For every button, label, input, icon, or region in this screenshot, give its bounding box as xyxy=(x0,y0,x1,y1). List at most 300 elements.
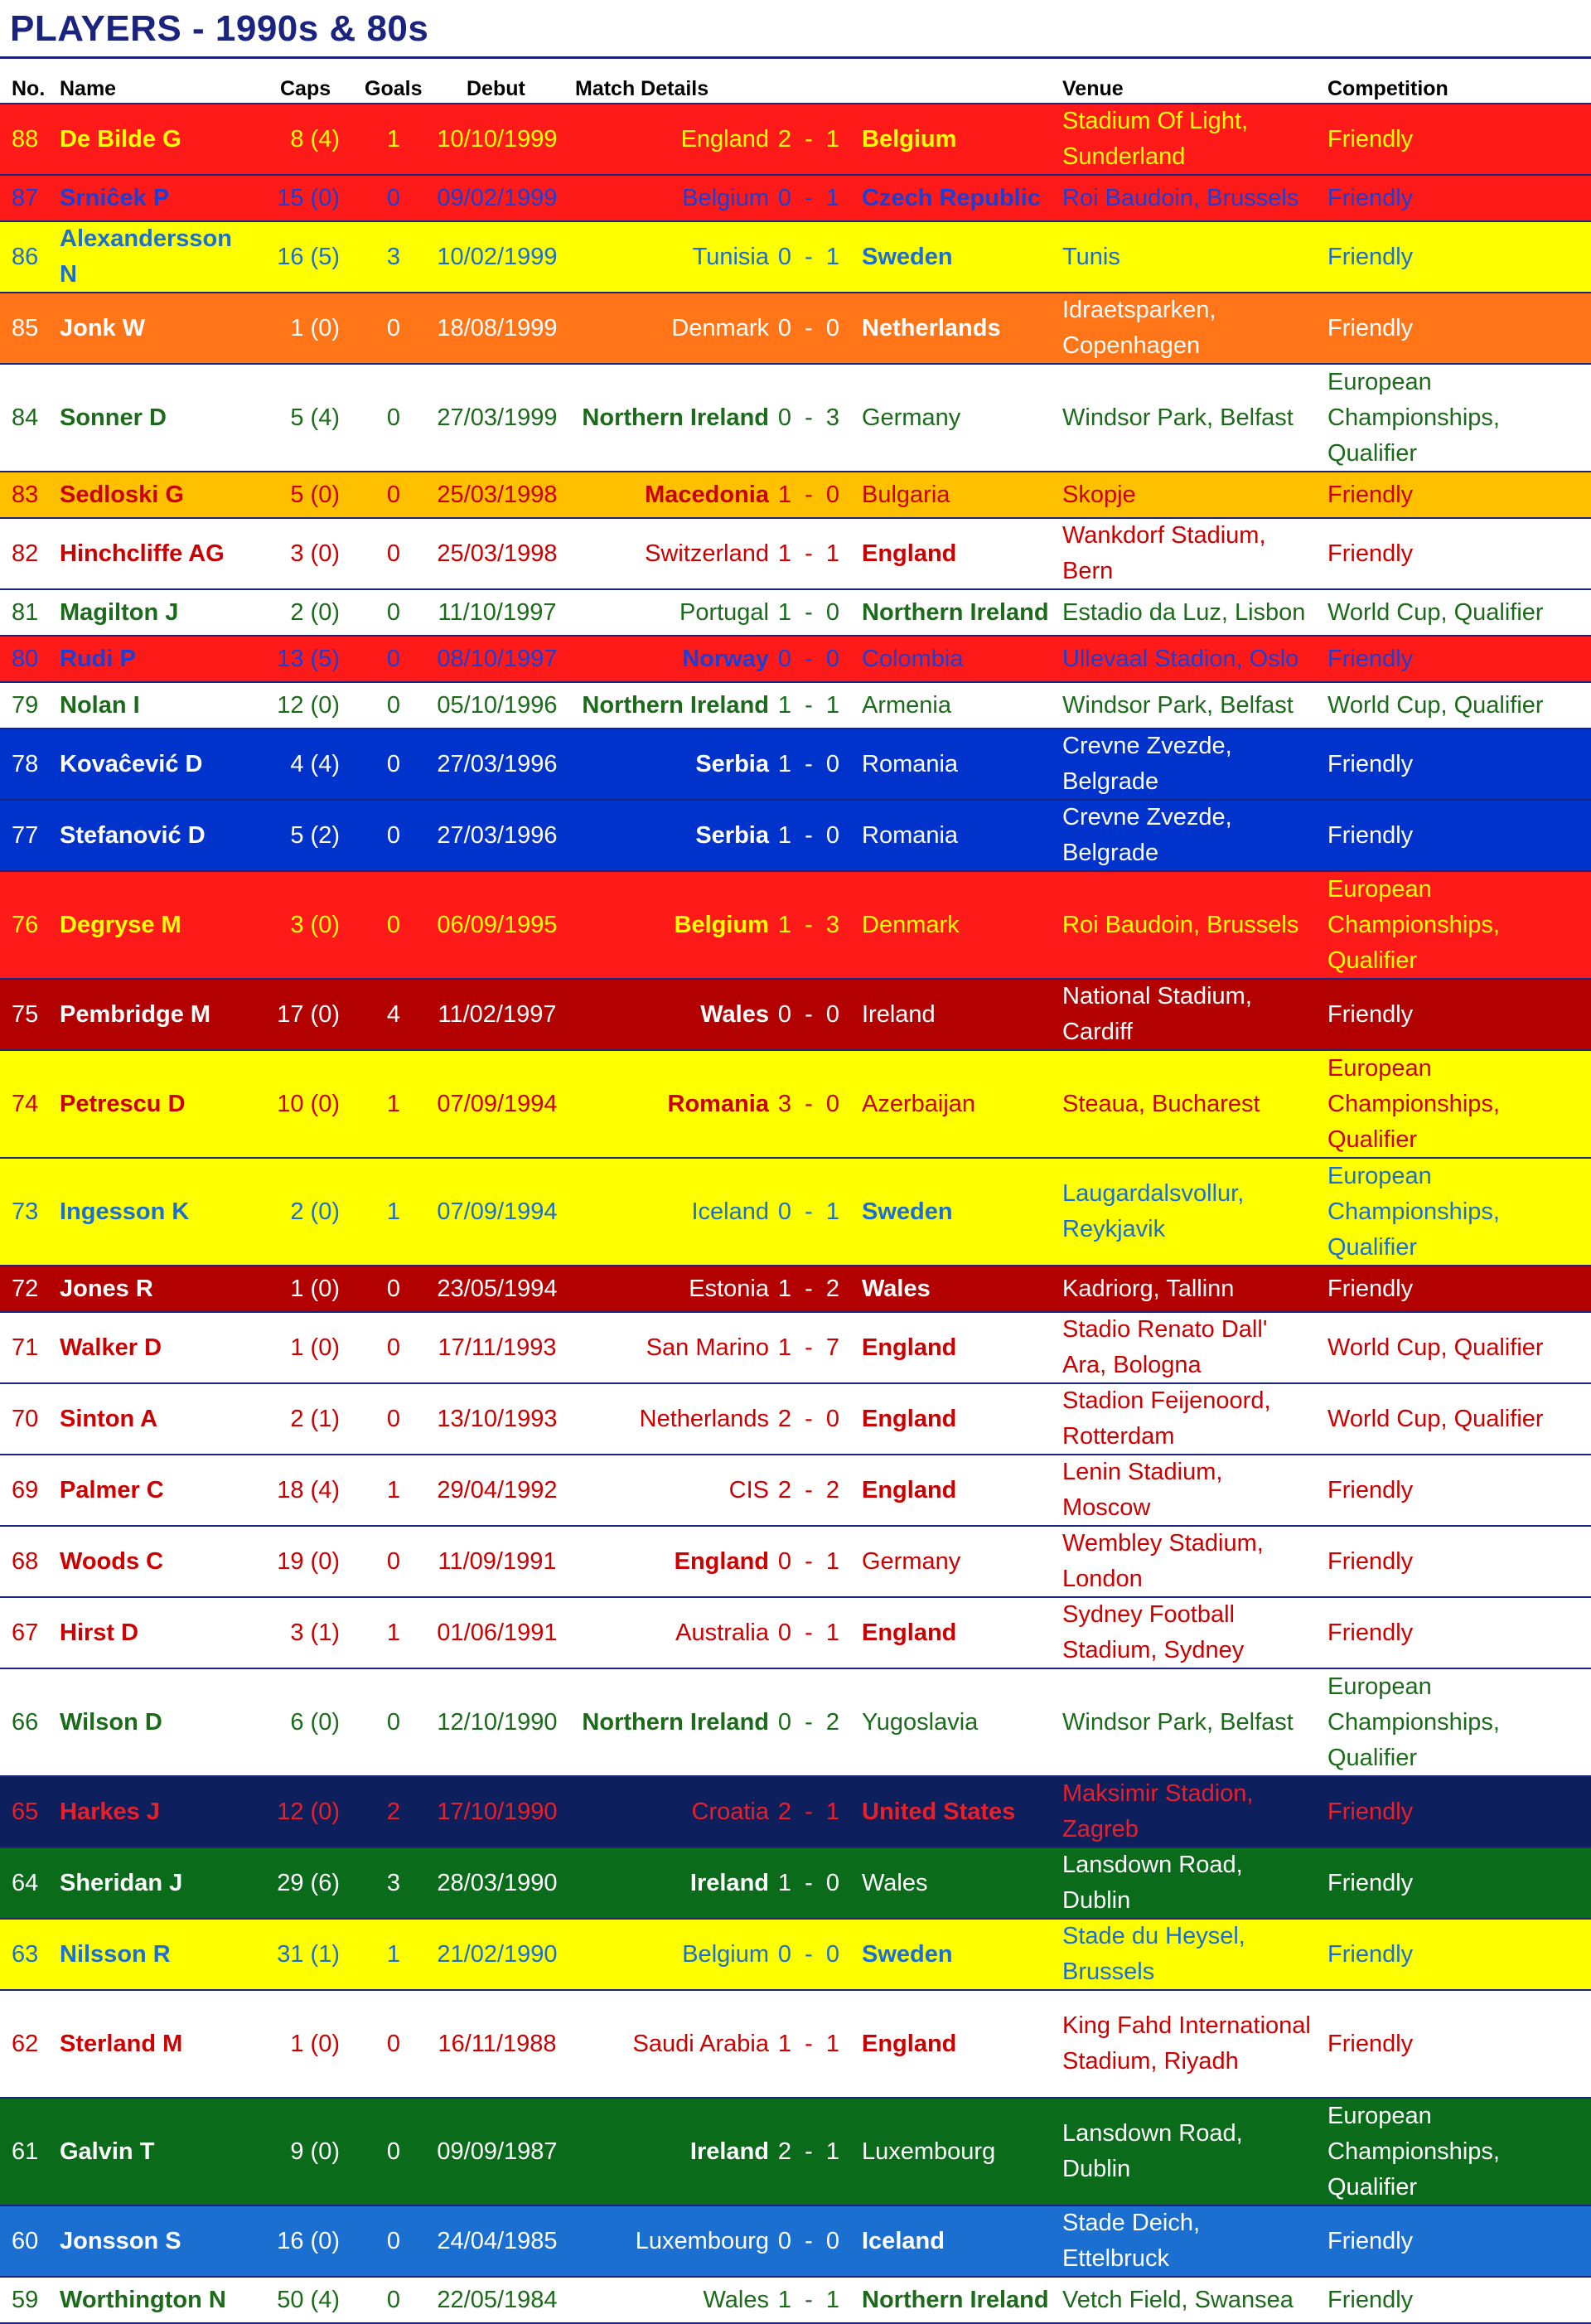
score-dash-cell xyxy=(797,1848,820,1918)
score-dash: - xyxy=(805,911,813,938)
away-team: Luxembourg xyxy=(862,2138,996,2165)
player-goals-cell xyxy=(356,1527,431,1596)
away-team-cell xyxy=(862,176,1052,220)
debut-date-cell xyxy=(423,637,572,681)
player-number: 68 xyxy=(12,1547,39,1575)
venue xyxy=(1062,2205,1200,2277)
header-competition: Competition xyxy=(1327,77,1448,100)
player-goals: 0 xyxy=(386,2138,401,2165)
home-score: 2 xyxy=(777,1476,792,1503)
player-number: 86 xyxy=(12,243,39,270)
venue-cell xyxy=(1062,590,1319,635)
away-score: 1 xyxy=(825,540,840,567)
away-score: 1 xyxy=(825,2138,840,2165)
competition-line: Friendly xyxy=(1327,821,1414,849)
header-no: No. xyxy=(12,77,46,100)
home-team: Estonia xyxy=(689,1275,769,1302)
away-score-cell xyxy=(820,801,845,870)
player-caps: 1 (0) xyxy=(290,2030,340,2057)
away-team: Denmark xyxy=(862,911,960,938)
venue-cell xyxy=(1062,472,1319,517)
player-name: Woods C xyxy=(60,1547,164,1575)
table-row xyxy=(0,1920,1591,1991)
venue-line: Roi Baudoin, Brussels xyxy=(1062,911,1299,938)
venue-line: Belgrade xyxy=(1062,840,1159,866)
home-team-cell xyxy=(572,1527,769,1596)
home-score: 0 xyxy=(777,645,792,672)
debut-date: 27/03/1996 xyxy=(437,821,558,849)
venue xyxy=(1062,1312,1267,1383)
player-caps-cell xyxy=(249,1920,340,1989)
player-number-cell xyxy=(12,1266,53,1311)
home-score-cell xyxy=(772,1991,797,2097)
score-dash: - xyxy=(805,2227,813,2254)
table-row xyxy=(0,2278,1591,2324)
competition-cell xyxy=(1327,2278,1589,2322)
venue xyxy=(1062,1919,1245,1990)
player-name-cell xyxy=(60,104,242,174)
home-score-cell xyxy=(772,2278,797,2322)
home-score: 2 xyxy=(777,2138,792,2165)
score-dash: - xyxy=(805,1619,813,1646)
venue xyxy=(1062,518,1266,589)
away-score: 1 xyxy=(825,1619,840,1646)
away-score-cell xyxy=(820,872,845,978)
score-dash: - xyxy=(805,125,813,153)
debut-date: 24/04/1985 xyxy=(437,2227,558,2254)
player-caps: 5 (0) xyxy=(290,481,340,508)
competition-cell xyxy=(1327,365,1589,471)
home-score-cell xyxy=(772,1777,797,1847)
home-score-cell xyxy=(772,1669,797,1775)
away-score-cell xyxy=(820,683,845,728)
venue-cell xyxy=(1062,293,1319,363)
player-caps-cell xyxy=(249,1384,340,1454)
player-number: 72 xyxy=(12,1275,39,1302)
home-score: 0 xyxy=(777,184,792,211)
player-name: Nolan I xyxy=(60,691,140,719)
home-team-cell xyxy=(572,293,769,363)
player-goals-cell xyxy=(356,1598,431,1668)
score-dash-cell xyxy=(797,637,820,681)
away-team: Wales xyxy=(862,1869,928,1896)
venue-cell xyxy=(1062,1159,1319,1265)
player-caps-cell xyxy=(249,1313,340,1382)
player-caps: 15 (0) xyxy=(277,184,340,211)
venue-cell xyxy=(1062,365,1319,471)
player-name-cell xyxy=(60,1051,242,1157)
competition xyxy=(1327,1402,1544,1437)
player-goals-cell xyxy=(356,637,431,681)
competition-line: Friendly xyxy=(1327,540,1414,567)
player-name: Ingesson K xyxy=(60,1198,190,1225)
competition xyxy=(1327,1473,1413,1508)
home-team: CIS xyxy=(728,1476,769,1503)
player-caps: 12 (0) xyxy=(277,1798,340,1825)
score-dash: - xyxy=(805,540,813,567)
score-dash: - xyxy=(805,1940,813,1968)
home-team-cell xyxy=(572,365,769,471)
competition-line: Friendly xyxy=(1327,1275,1414,1302)
home-score-cell xyxy=(772,1598,797,1668)
debut-date-cell xyxy=(423,1266,572,1311)
debut-date-cell xyxy=(423,293,572,363)
score-dash: - xyxy=(805,1476,813,1503)
player-number: 77 xyxy=(12,821,39,849)
home-score-cell xyxy=(772,1051,797,1157)
venue-line: Windsor Park, Belfast xyxy=(1062,691,1294,719)
venue-cell xyxy=(1062,872,1319,978)
debut-date: 23/05/1994 xyxy=(437,1275,558,1302)
player-name: Palmer C xyxy=(60,1476,164,1503)
competition-line: European xyxy=(1327,1162,1432,1189)
away-score: 7 xyxy=(825,1334,840,1361)
player-name-cell xyxy=(60,1991,242,2097)
venue xyxy=(1062,1597,1244,1668)
home-score: 0 xyxy=(777,1547,792,1575)
venue-cell xyxy=(1062,1051,1319,1157)
competition-line: Championships, xyxy=(1327,2138,1500,2165)
competition-line: World Cup, Qualifier xyxy=(1327,1405,1544,1432)
table-row xyxy=(0,519,1591,590)
away-team-cell xyxy=(862,519,1052,588)
table-row xyxy=(0,2206,1591,2278)
player-goals: 0 xyxy=(386,2227,401,2254)
home-score-cell xyxy=(772,176,797,220)
home-score-cell xyxy=(772,104,797,174)
score-dash-cell xyxy=(797,801,820,870)
away-score-cell xyxy=(820,729,845,799)
player-caps-cell xyxy=(249,637,340,681)
score-dash-cell xyxy=(797,729,820,799)
player-name: Worthington N xyxy=(60,2286,226,2313)
table-row xyxy=(0,1598,1591,1669)
competition xyxy=(1327,122,1413,157)
score-dash-cell xyxy=(797,683,820,728)
venue-line: Stade du Heysel, xyxy=(1062,1923,1245,1949)
competition xyxy=(1327,997,1413,1033)
away-score: 2 xyxy=(825,1476,840,1503)
debut-date-cell xyxy=(423,2278,572,2322)
score-dash-cell xyxy=(797,1920,820,1989)
home-team: San Marino xyxy=(646,1334,769,1361)
score-dash: - xyxy=(805,1708,813,1736)
player-caps-cell xyxy=(249,104,340,174)
competition-cell xyxy=(1327,590,1589,635)
player-caps-cell xyxy=(249,519,340,588)
competition-cell xyxy=(1327,637,1589,681)
score-dash-cell xyxy=(797,222,820,292)
table-row xyxy=(0,1777,1591,1848)
player-goals: 0 xyxy=(386,1708,401,1736)
home-team: Wales xyxy=(700,1000,769,1028)
competition-cell xyxy=(1327,104,1589,174)
player-number-cell xyxy=(12,1313,53,1382)
home-score-cell xyxy=(772,519,797,588)
player-goals: 0 xyxy=(386,750,401,777)
player-number-cell xyxy=(12,1777,53,1847)
title-divider xyxy=(0,56,1591,59)
player-caps-cell xyxy=(249,1598,340,1668)
venue xyxy=(1062,979,1252,1050)
venue xyxy=(1062,2008,1311,2079)
away-team-cell xyxy=(862,365,1052,471)
player-goals: 0 xyxy=(386,1334,401,1361)
player-caps-cell xyxy=(249,2278,340,2322)
player-name-cell xyxy=(60,1455,242,1525)
away-score-cell xyxy=(820,1384,845,1454)
away-score: 1 xyxy=(825,184,840,211)
player-caps: 13 (5) xyxy=(277,645,340,672)
debut-date-cell xyxy=(423,472,572,517)
home-score: 0 xyxy=(777,1940,792,1968)
away-team-cell xyxy=(862,683,1052,728)
player-caps: 29 (6) xyxy=(277,1869,340,1896)
venue-cell xyxy=(1062,1384,1319,1454)
player-goals: 0 xyxy=(386,691,401,719)
competition xyxy=(1327,311,1413,346)
score-dash-cell xyxy=(797,2278,820,2322)
home-team-cell xyxy=(572,1777,769,1847)
score-dash: - xyxy=(805,314,813,341)
home-team-cell xyxy=(572,1266,769,1311)
competition xyxy=(1327,1544,1413,1580)
competition xyxy=(1327,2099,1500,2205)
competition-line: Friendly xyxy=(1327,481,1414,508)
home-score-cell xyxy=(772,1313,797,1382)
venue xyxy=(1062,595,1305,631)
away-team: Germany xyxy=(862,404,961,431)
competition-cell xyxy=(1327,1777,1589,1847)
competition xyxy=(1327,181,1413,216)
competition xyxy=(1327,2026,1413,2062)
home-score: 0 xyxy=(777,1619,792,1646)
venue xyxy=(1062,1455,1222,1526)
score-dash-cell xyxy=(797,590,820,635)
table-row xyxy=(0,176,1591,222)
home-team: Luxembourg xyxy=(635,2227,769,2254)
venue-line: Ullevaal Stadion, Oslo xyxy=(1062,645,1299,672)
score-dash-cell xyxy=(797,1777,820,1847)
away-score-cell xyxy=(820,1991,845,2097)
away-score-cell xyxy=(820,1848,845,1918)
away-team-cell xyxy=(862,729,1052,799)
player-goals: 0 xyxy=(386,2286,401,2313)
competition-line: European xyxy=(1327,1054,1432,1082)
table-row xyxy=(0,1313,1591,1384)
home-team-cell xyxy=(572,1051,769,1157)
venue-line: Windsor Park, Belfast xyxy=(1062,404,1294,431)
home-score-cell xyxy=(772,1848,797,1918)
competition-line: Championships, xyxy=(1327,1708,1500,1736)
away-score: 1 xyxy=(825,125,840,153)
away-team: Ireland xyxy=(862,1000,936,1028)
player-caps-cell xyxy=(249,1527,340,1596)
score-dash-cell xyxy=(797,1669,820,1775)
player-caps: 3 (0) xyxy=(290,540,340,567)
score-dash: - xyxy=(805,1275,813,1302)
player-number-cell xyxy=(12,1455,53,1525)
player-number-cell xyxy=(12,637,53,681)
score-dash-cell xyxy=(797,472,820,517)
player-number-cell xyxy=(12,2099,53,2205)
away-score: 0 xyxy=(825,750,840,777)
player-goals: 0 xyxy=(386,911,401,938)
player-goals: 0 xyxy=(386,598,401,626)
competition-line: World Cup, Qualifier xyxy=(1327,1334,1544,1361)
venue-line: London xyxy=(1062,1566,1143,1592)
score-dash-cell xyxy=(797,1159,820,1265)
player-caps: 17 (0) xyxy=(277,1000,340,1028)
venue-line: Lansdown Road, xyxy=(1062,1852,1243,1878)
home-team-cell xyxy=(572,683,769,728)
away-score: 2 xyxy=(825,1275,840,1302)
venue-cell xyxy=(1062,2278,1319,2322)
player-number-cell xyxy=(12,801,53,870)
player-name-cell xyxy=(60,1527,242,1596)
debut-date: 29/04/1992 xyxy=(437,1476,558,1503)
away-team-cell xyxy=(862,1848,1052,1918)
debut-date-cell xyxy=(423,729,572,799)
player-name: Pembridge M xyxy=(60,1000,211,1028)
player-goals-cell xyxy=(356,365,431,471)
player-name: Harkes J xyxy=(60,1798,160,1825)
player-caps-cell xyxy=(249,222,340,292)
score-dash: - xyxy=(805,2286,813,2313)
home-team-cell xyxy=(572,472,769,517)
player-caps-cell xyxy=(249,2206,340,2276)
player-number-cell xyxy=(12,1991,53,2097)
debut-date: 07/09/1994 xyxy=(437,1090,558,1117)
player-number: 60 xyxy=(12,2227,39,2254)
player-number-cell xyxy=(12,1527,53,1596)
player-caps-cell xyxy=(249,683,340,728)
player-goals: 1 xyxy=(386,125,401,153)
debut-date-cell xyxy=(423,1527,572,1596)
score-dash: - xyxy=(805,2138,813,2165)
home-score: 1 xyxy=(777,1275,792,1302)
venue-line: Reykjavik xyxy=(1062,1216,1166,1242)
home-team-cell xyxy=(572,104,769,174)
debut-date-cell xyxy=(423,1384,572,1454)
player-number-cell xyxy=(12,590,53,635)
venue-line: Moscow xyxy=(1062,1494,1151,1521)
away-team: Sweden xyxy=(862,1198,953,1225)
competition-cell xyxy=(1327,1920,1589,1989)
debut-date-cell xyxy=(423,222,572,292)
player-number: 63 xyxy=(12,1940,39,1968)
player-name: Sterland M xyxy=(60,2030,183,2057)
player-name: Jonk W xyxy=(60,314,146,341)
competition xyxy=(1327,747,1413,782)
competition-cell xyxy=(1327,1669,1589,1775)
home-score-cell xyxy=(772,1527,797,1596)
player-name-cell xyxy=(60,2206,242,2276)
player-caps-cell xyxy=(249,1455,340,1525)
table-row xyxy=(0,683,1591,729)
player-number: 80 xyxy=(12,645,39,672)
debut-date-cell xyxy=(423,1669,572,1775)
table-row xyxy=(0,1051,1591,1159)
player-name: Jonsson S xyxy=(60,2227,181,2254)
score-dash: - xyxy=(805,1869,813,1896)
players-table xyxy=(0,103,1591,2324)
player-goals-cell xyxy=(356,1266,431,1311)
home-score-cell xyxy=(772,729,797,799)
home-score: 1 xyxy=(777,2286,792,2313)
player-name-cell xyxy=(60,1266,242,1311)
venue-line: Vetch Field, Swansea xyxy=(1062,2286,1294,2313)
player-caps-cell xyxy=(249,1669,340,1775)
player-number: 87 xyxy=(12,184,39,211)
table-row xyxy=(0,2099,1591,2206)
player-name: Sedloski G xyxy=(60,481,184,508)
table-row xyxy=(0,365,1591,472)
debut-date: 25/03/1998 xyxy=(437,481,558,508)
debut-date: 28/03/1990 xyxy=(437,1869,558,1896)
player-name-cell xyxy=(60,1920,242,1989)
home-score-cell xyxy=(772,1266,797,1311)
score-dash-cell xyxy=(797,2099,820,2205)
player-goals-cell xyxy=(356,222,431,292)
venue-line: Stade Deich, xyxy=(1062,2210,1201,2236)
away-team: Netherlands xyxy=(862,314,1001,341)
competition xyxy=(1327,1866,1413,1901)
away-team-cell xyxy=(862,293,1052,363)
home-team: Tunisia xyxy=(692,243,769,270)
home-team-cell xyxy=(572,2278,769,2322)
debut-date: 10/10/1999 xyxy=(437,125,558,153)
venue-line: Wankdorf Stadium, xyxy=(1062,522,1266,549)
debut-date: 27/03/1996 xyxy=(437,750,558,777)
table-row xyxy=(0,1455,1591,1527)
away-team: Germany xyxy=(862,1547,961,1575)
venue-cell xyxy=(1062,1266,1319,1311)
away-team: Sweden xyxy=(862,1940,953,1968)
competition xyxy=(1327,365,1500,472)
competition-cell xyxy=(1327,980,1589,1049)
competition-line: European xyxy=(1327,368,1432,395)
player-goals-cell xyxy=(356,104,431,174)
away-score-cell xyxy=(820,1669,845,1775)
venue-cell xyxy=(1062,2099,1319,2205)
competition-line: Friendly xyxy=(1327,2227,1414,2254)
home-team: Switzerland xyxy=(645,540,769,567)
venue xyxy=(1062,1705,1294,1741)
player-name-cell xyxy=(60,2099,242,2205)
player-goals: 0 xyxy=(386,821,401,849)
away-score-cell xyxy=(820,222,845,292)
away-score-cell xyxy=(820,1159,845,1265)
competition-cell xyxy=(1327,1991,1589,2097)
home-score-cell xyxy=(772,1455,797,1525)
score-dash-cell xyxy=(797,104,820,174)
venue xyxy=(1062,729,1232,800)
venue-cell xyxy=(1062,1991,1319,2097)
away-team: Czech Republic xyxy=(862,184,1041,211)
player-goals-cell xyxy=(356,472,431,517)
score-dash: - xyxy=(805,1000,813,1028)
player-number-cell xyxy=(12,1159,53,1265)
competition xyxy=(1327,1937,1413,1973)
debut-date: 22/05/1984 xyxy=(437,2286,558,2313)
score-dash-cell xyxy=(797,365,820,471)
venue-cell xyxy=(1062,801,1319,870)
venue-line: Copenhagen xyxy=(1062,332,1201,359)
competition-line: Qualifier xyxy=(1327,2173,1417,2201)
competition xyxy=(1327,536,1413,572)
venue xyxy=(1062,1176,1244,1247)
